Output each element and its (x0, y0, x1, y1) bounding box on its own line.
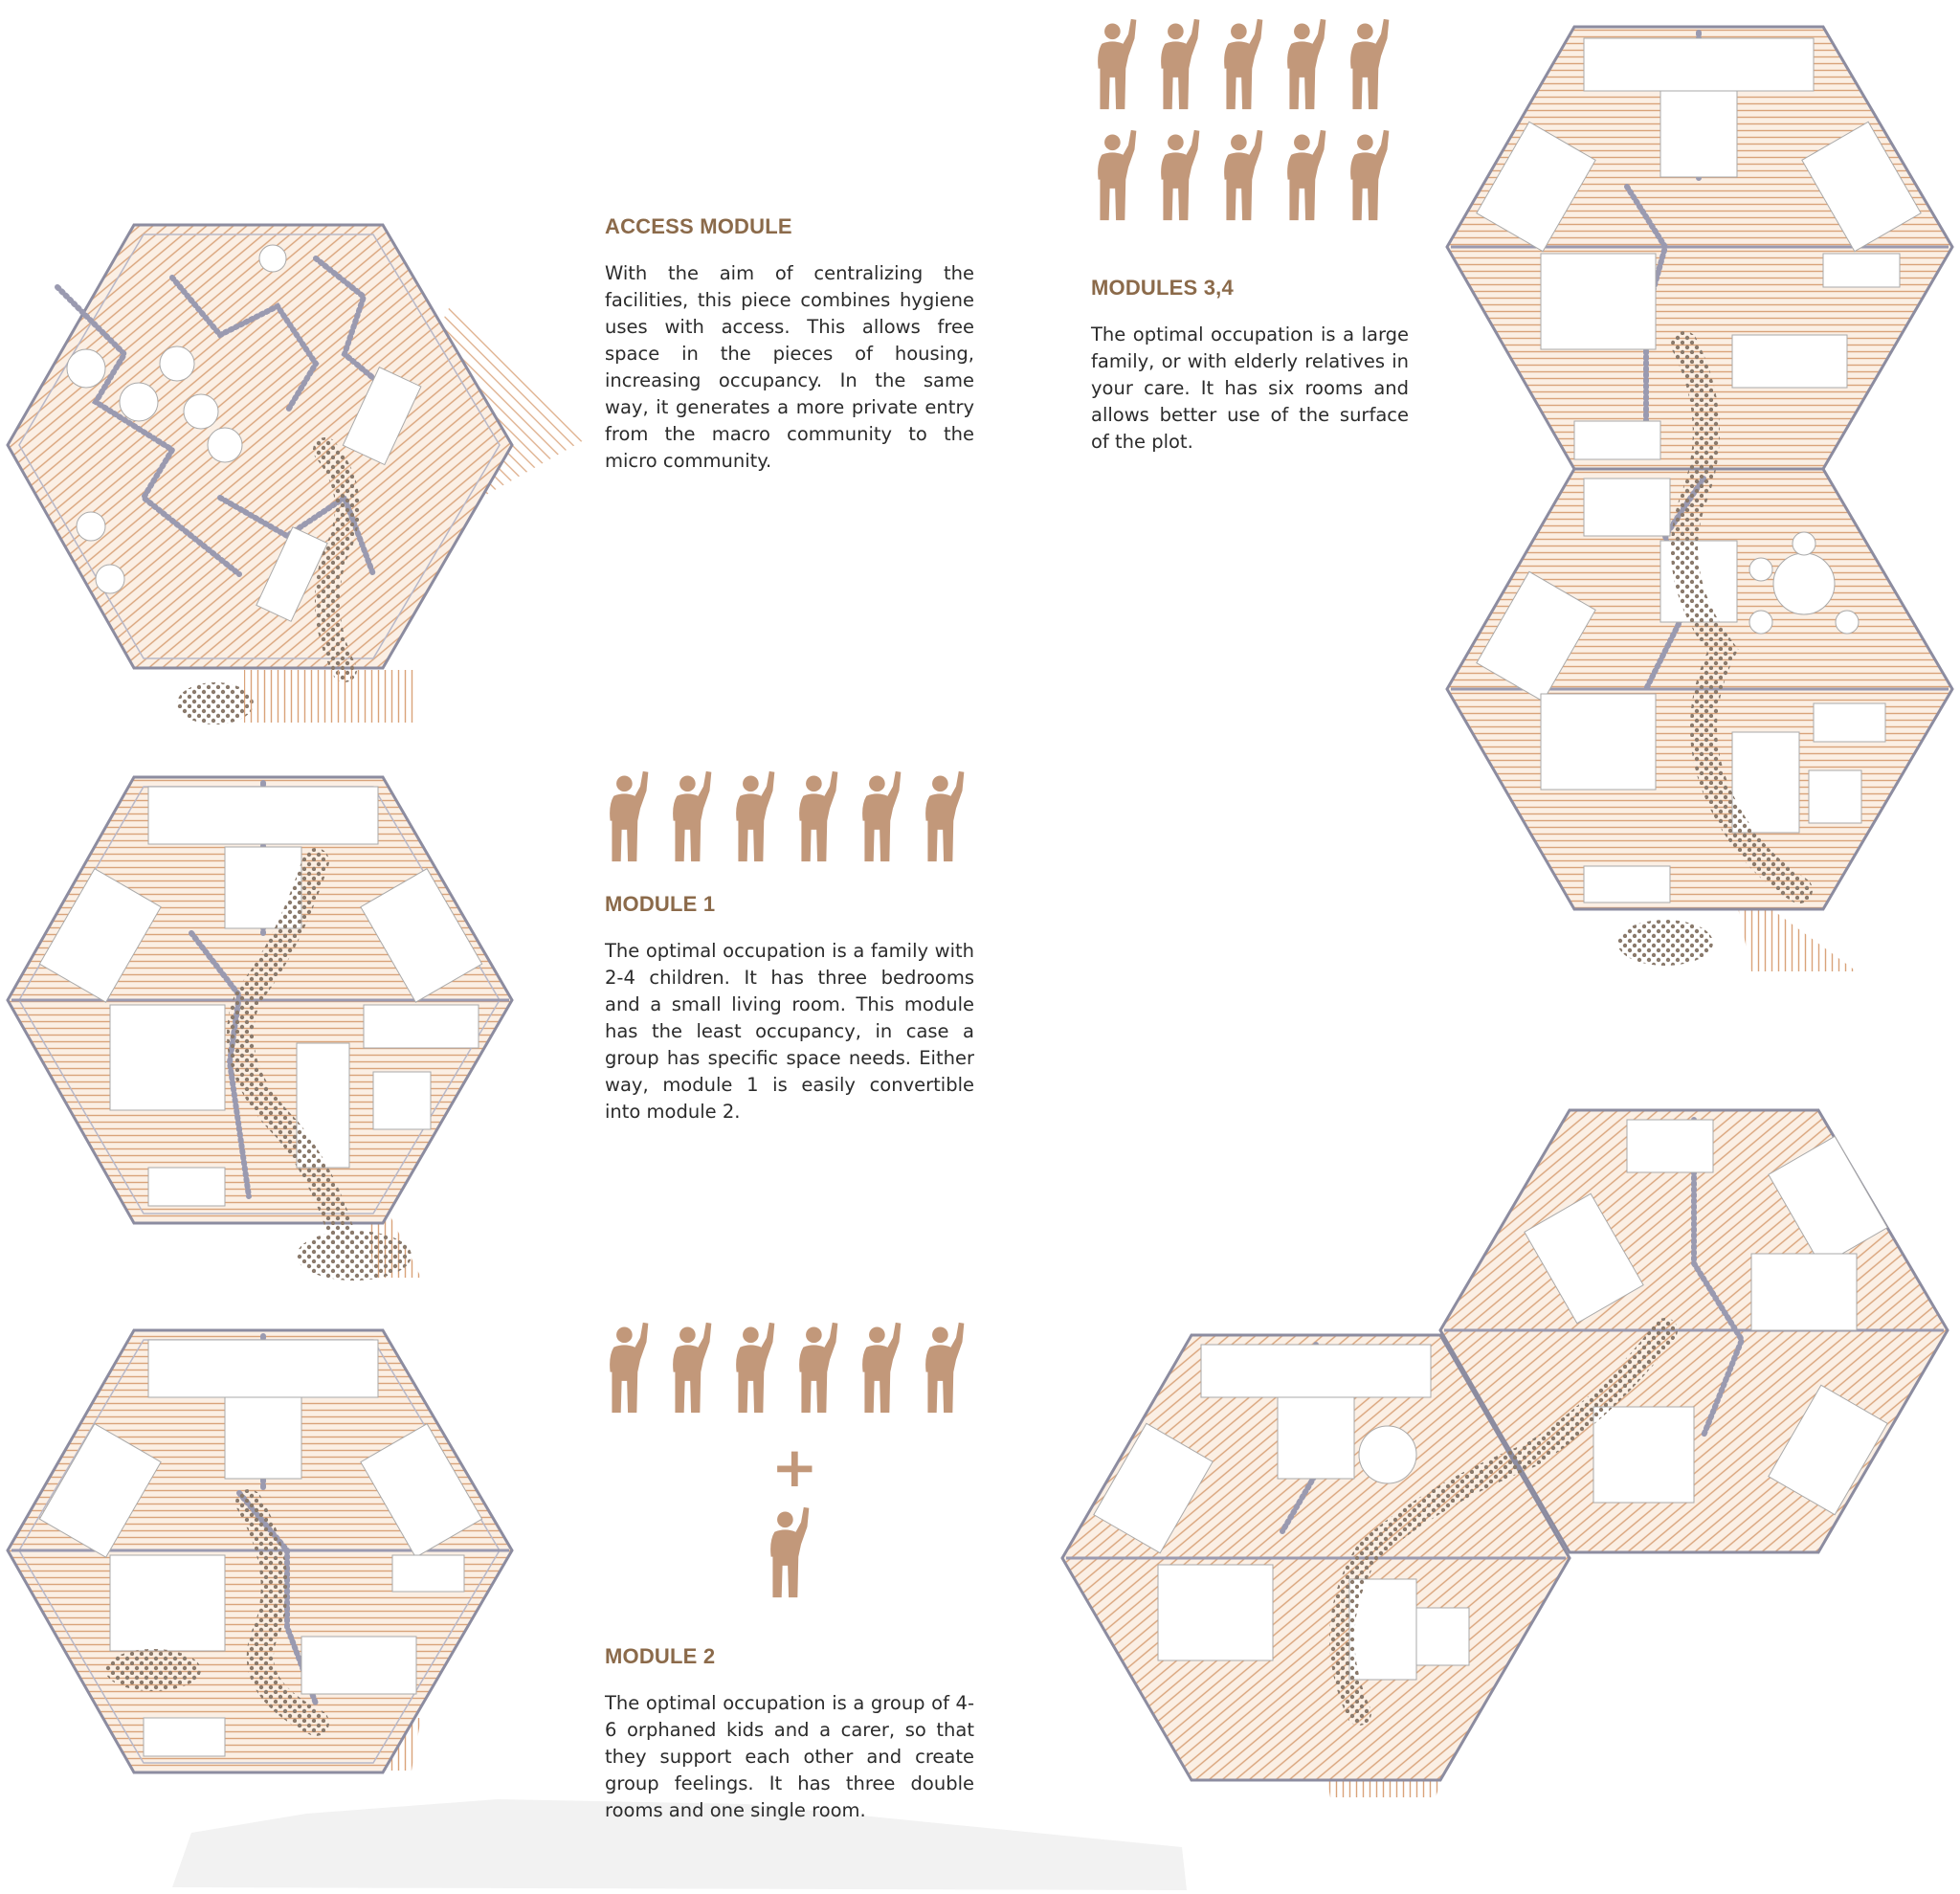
person-waving-icon (858, 1321, 905, 1415)
person-waving-icon (1346, 128, 1393, 222)
module-1-people (605, 769, 969, 863)
module-2-people (605, 1321, 969, 1415)
module-1-block (605, 892, 974, 1125)
person-waving-icon (668, 1321, 716, 1415)
modules-3-4-block (1091, 276, 1409, 456)
access-module-plan (8, 225, 584, 724)
person-waving-icon (1156, 128, 1204, 222)
module-2-carer (766, 1505, 813, 1599)
module-2-title: MODULE 2 (605, 1644, 716, 1668)
person-waving-icon (605, 769, 653, 863)
person-waving-icon (794, 769, 842, 863)
module-1-plan (8, 777, 512, 1281)
module-2-block (605, 1644, 974, 1824)
plus-icon: + (771, 1435, 818, 1500)
person-waving-icon (605, 1321, 653, 1415)
person-waving-icon (1282, 17, 1330, 111)
person-waving-icon (921, 769, 969, 863)
person-waving-icon (1219, 128, 1267, 222)
person-waving-icon (794, 1321, 842, 1415)
access-module-block (605, 214, 974, 475)
module-2-plan (8, 1330, 512, 1772)
person-waving-icon (731, 1321, 779, 1415)
person-waving-icon (1093, 128, 1141, 222)
modules-3-4-alternate-plan (1062, 1110, 1948, 1797)
modules-3-4-title: MODULES 3,4 (1091, 276, 1234, 300)
person-waving-icon (668, 769, 716, 863)
person-waving-icon (731, 769, 779, 863)
person-waving-icon (858, 769, 905, 863)
module-1-title: MODULE 1 (605, 892, 716, 916)
person-waving-icon (1282, 128, 1330, 222)
person-waving-icon (766, 1505, 813, 1599)
modules-3-4-text: The optimal occupation is a large family, or with elderly relatives in your care. It has six rooms and allows better use of the surface of the plot. (1091, 323, 1409, 453)
person-waving-icon (921, 1321, 969, 1415)
access-module-title: ACCESS MODULE (605, 214, 792, 238)
person-waving-icon (1219, 17, 1267, 111)
access-module-text: With the aim of centralizing the facilities, this piece combines hygiene uses with access. This allows free space in the pieces of housing, increasing occupancy. In the same way, it generates a more private entry from the macro community to the micro community. (605, 262, 974, 472)
modules-3-4-plan (1447, 27, 1952, 971)
module-1-text: The optimal occupation is a family with 2-4 children. It has three bedrooms and a small living room. This module has the least occupancy, in case a group has specific space needs. Either way, module 1 is easily convertible into module 2. (605, 940, 974, 1123)
person-waving-icon (1093, 17, 1141, 111)
module-2-text: The optimal occupation is a group of 4-6 orphaned kids and a carer, so that they support each other and create group feelings. It has three double rooms and one single room. (605, 1692, 974, 1821)
modules-3-4-people (1093, 17, 1409, 222)
person-waving-icon (1346, 17, 1393, 111)
person-waving-icon (1156, 17, 1204, 111)
